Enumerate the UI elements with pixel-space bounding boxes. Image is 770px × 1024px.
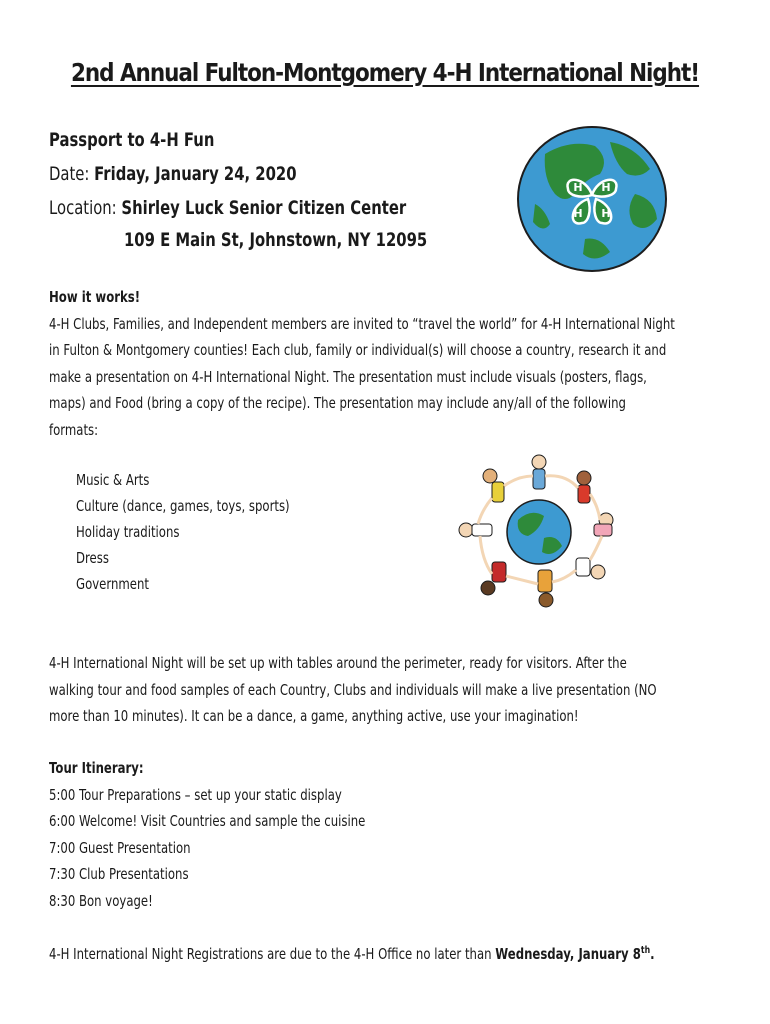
date-row	[49, 158, 366, 190]
registration-end: .	[650, 945, 655, 963]
itinerary-item: 5:00 Tour Preparations – set up your static display	[49, 785, 342, 804]
page-title: 2nd Annual Fulton-Montgomery 4-H International Night!	[70, 58, 700, 87]
setup-paragraph	[49, 650, 720, 730]
itinerary-heading: Tour Itinerary:	[49, 759, 144, 777]
itinerary-section	[49, 755, 720, 914]
list-item: Culture (dance, games, toys, sports)	[76, 497, 290, 515]
registration-note	[49, 938, 720, 968]
registration-suffix: th	[640, 945, 651, 956]
location-address: 109 E Main St, Johnstown, NY 12095	[124, 229, 428, 251]
setup-line: more than 10 minutes). It can be a dance, a game, anything active, use your imagination!	[49, 707, 579, 725]
list-item: Holiday traditions	[76, 523, 180, 541]
svg-text:H: H	[601, 181, 611, 194]
header-block	[49, 124, 261, 156]
location-label: Location:	[49, 197, 122, 219]
svg-text:H: H	[601, 207, 611, 220]
svg-text:H: H	[573, 207, 583, 220]
children-around-globe-icon	[456, 450, 621, 610]
how-line: formats:	[49, 420, 99, 439]
registration-text: 4-H International Night Registrations are due to the 4-H Office no later than	[49, 945, 496, 963]
how-line: 4-H Clubs, Families, and Independent members are invited to “travel the world” for 4-H International Night	[49, 314, 675, 333]
itinerary-item: 7:30 Club Presentations	[49, 865, 189, 883]
location-name: Shirley Luck Senior Citizen Center	[121, 197, 407, 219]
how-it-works-heading: How it works!	[49, 288, 141, 306]
list-item: Dress	[76, 549, 109, 567]
formats-list	[76, 467, 290, 597]
subtitle: Passport to 4-H Fun	[49, 129, 215, 151]
date-value: Friday, January 24, 2020	[94, 163, 297, 185]
itinerary-item: 7:00 Guest Presentation	[49, 838, 191, 857]
setup-line: 4-H International Night will be set up with tables around the perimeter, ready for visitors. After the	[49, 654, 627, 672]
how-line: maps) and Food (bring a copy of the recipe). The presentation may include any/all of the following	[49, 394, 626, 412]
how-line: in Fulton & Montgomery counties! Each club, family or individual(s) will choose a country, research it and	[49, 341, 667, 359]
list-item: Government	[76, 575, 149, 593]
how-it-works-section	[49, 284, 720, 443]
registration-deadline: Wednesday, January 8	[495, 945, 641, 963]
setup-line: walking tour and food samples of each Country, Clubs and individuals will make a live presentation (NO	[49, 680, 657, 699]
itinerary-item: 6:00 Welcome! Visit Countries and sample the cuisine	[49, 812, 366, 830]
date-label: Date:	[49, 163, 95, 185]
svg-text:H: H	[573, 181, 583, 194]
how-line: make a presentation on 4-H International Night. The presentation must include visuals (posters, flags,	[49, 367, 647, 386]
address-row	[124, 224, 513, 256]
4h-globe-icon	[515, 124, 670, 274]
list-item: Music & Arts	[76, 471, 150, 489]
itinerary-item: 8:30 Bon voyage!	[49, 891, 153, 910]
location-row	[49, 192, 507, 224]
